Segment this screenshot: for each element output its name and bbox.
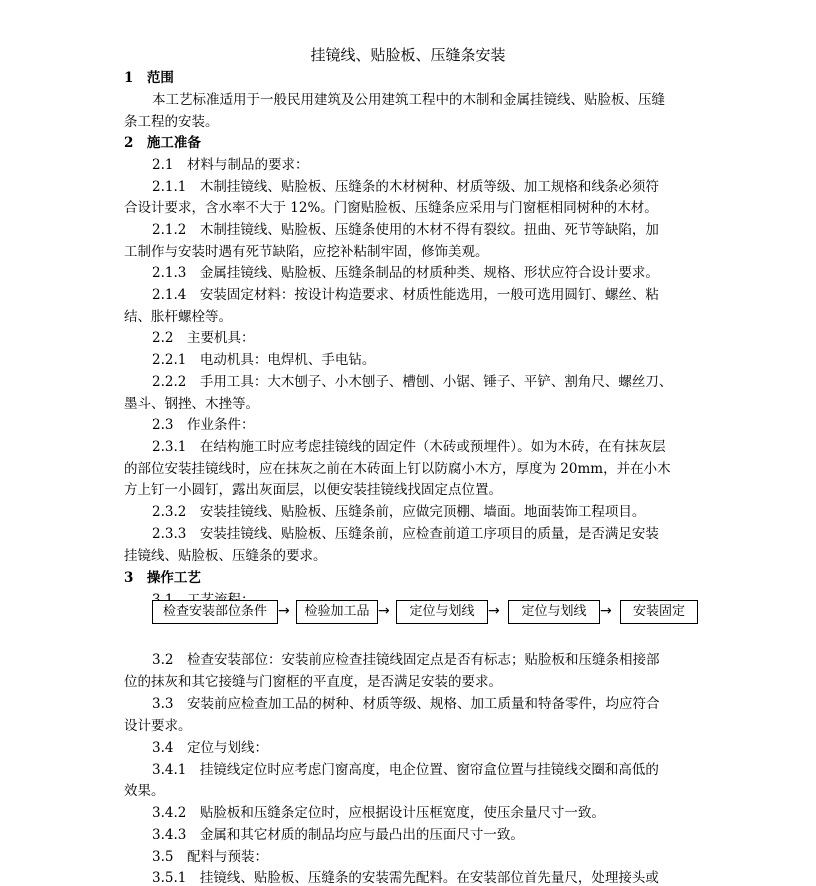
body-line: 2.3.2 安装挂镜线、贴脸板、压缝条前，应做完顶棚、墙面。地面装饰工程项目。 xyxy=(152,504,646,520)
body-line: 2.1.4 安装固定材料：按设计构造要求、材质性能选用，一般可选用圆钉、螺丝、粘 xyxy=(152,287,659,303)
body-line: 位的抹灰和其它接缝与门窗框的平直度，是否满足安装的要求。 xyxy=(124,674,502,690)
arrow-right-icon: → xyxy=(278,603,290,619)
body-line: 的部位安装挂镜线时，应在抹灰之前在木砖面上钉以防腐小木方，厚度为 20mm，并在小木 xyxy=(124,461,671,477)
body-line: 3.5.1 挂镜线、贴脸板、压缝条的安装需先配料。在安装部位首先量尺，处理接头或 xyxy=(152,870,659,886)
body-line: 设计要求。 xyxy=(124,718,192,734)
body-line: 本工艺标准适用于一般民用建筑及公用建筑工程中的木制和金属挂镜线、贴脸板、压缝 xyxy=(152,92,665,108)
body-line: 3.3 安装前应检查加工品的树种、材质等级、规格、加工质量和特备零件，均应符合 xyxy=(152,696,660,712)
flow-step: 安装固定 xyxy=(620,600,698,624)
body-line: 合设计要求，含水率不大于 12%。门窗贴脸板、压缝条应采用与门窗框相同树种的木材。 xyxy=(124,200,658,216)
body-line: 效果。 xyxy=(124,783,165,799)
arrow-right-icon: → xyxy=(378,603,390,619)
body-line: 3.4.1 挂镜线定位时应考虑门窗高度，电企位置、窗帘盒位置与挂镜线交圈和高低的 xyxy=(152,762,659,778)
body-line: 2.1.1 木制挂镜线、贴脸板、压缝条的木材树种、材质等级、加工规格和线条必须符 xyxy=(152,179,659,195)
body-line: 2.1.2 木制挂镜线、贴脸板、压缝条使用的木材不得有裂纹。扭曲、死节等缺陷，加 xyxy=(152,222,659,238)
body-line: 工制作与安装时遇有死节缺陷，应挖补粘制牢固，修饰美观。 xyxy=(124,244,489,260)
body-line: 条工程的安装。 xyxy=(124,114,219,130)
body-line: 2.2.1 电动机具：电焊机、手电钻。 xyxy=(152,352,376,368)
body-line: 方上钉一小圆钉，露出灰面层，以便安装挂镜线找固定点位置。 xyxy=(124,482,502,498)
document-title: 挂镜线、贴脸板、压缝条安装 xyxy=(310,46,506,64)
body-line: 2.3.1 在结构施工时应考虑挂镜线的固定件（木砖或预埋件）。如为木砖，在有抹灰层 xyxy=(152,439,666,455)
arrow-right-icon: → xyxy=(600,603,612,619)
body-line: 3.2 检查安装部位：安装前应检查挂镜线固定点是否有标志；贴脸板和压缝条相接部 xyxy=(152,652,660,668)
flow-step: 定位与划线 xyxy=(396,600,488,624)
arrow-right-icon: → xyxy=(488,603,500,619)
body-line: 挂镜线、贴脸板、压缝条的要求。 xyxy=(124,548,327,564)
body-line: 3.4.3 金属和其它材质的制品均应与最凸出的压面尺寸一致。 xyxy=(152,827,524,843)
flow-step: 检查安装部位条件 xyxy=(152,600,278,624)
section-heading: 1 范围 xyxy=(124,70,174,86)
flow-step: 定位与划线 xyxy=(508,600,600,624)
section-heading: 2 施工准备 xyxy=(124,135,201,151)
process-flowchart xyxy=(152,600,700,624)
body-line: 2.3 作业条件： xyxy=(152,417,255,433)
body-line: 墨斗、钢挫、木挫等。 xyxy=(124,396,259,412)
body-line: 2.2.2 手用工具：大木刨子、小木刨子、槽刨、小锯、锤子、平铲、割角尺、螺丝刀、 xyxy=(152,374,673,390)
body-line: 2.1.3 金属挂镜线、贴脸板、压缝条制品的材质种类、规格、形状应符合设计要求。 xyxy=(152,265,659,281)
body-line: 结、胀杆螺栓等。 xyxy=(124,309,232,325)
body-line: 2.1 材料与制品的要求： xyxy=(152,157,309,173)
body-line: 2.3.3 安装挂镜线、贴脸板、压缝条前，应检查前道工序项目的质量，是否满足安装 xyxy=(152,526,659,542)
body-line: 3.4.2 贴脸板和压缝条定位时，应根据设计压框宽度，使压余量尺寸一致。 xyxy=(152,805,605,821)
body-line: 3.5 配料与预装： xyxy=(152,849,268,865)
body-line: 3.4 定位与划线： xyxy=(152,740,268,756)
section-heading: 3 操作工艺 xyxy=(124,570,201,586)
body-line: 2.2 主要机具： xyxy=(152,330,255,346)
flow-step: 检验加工品 xyxy=(296,600,378,624)
